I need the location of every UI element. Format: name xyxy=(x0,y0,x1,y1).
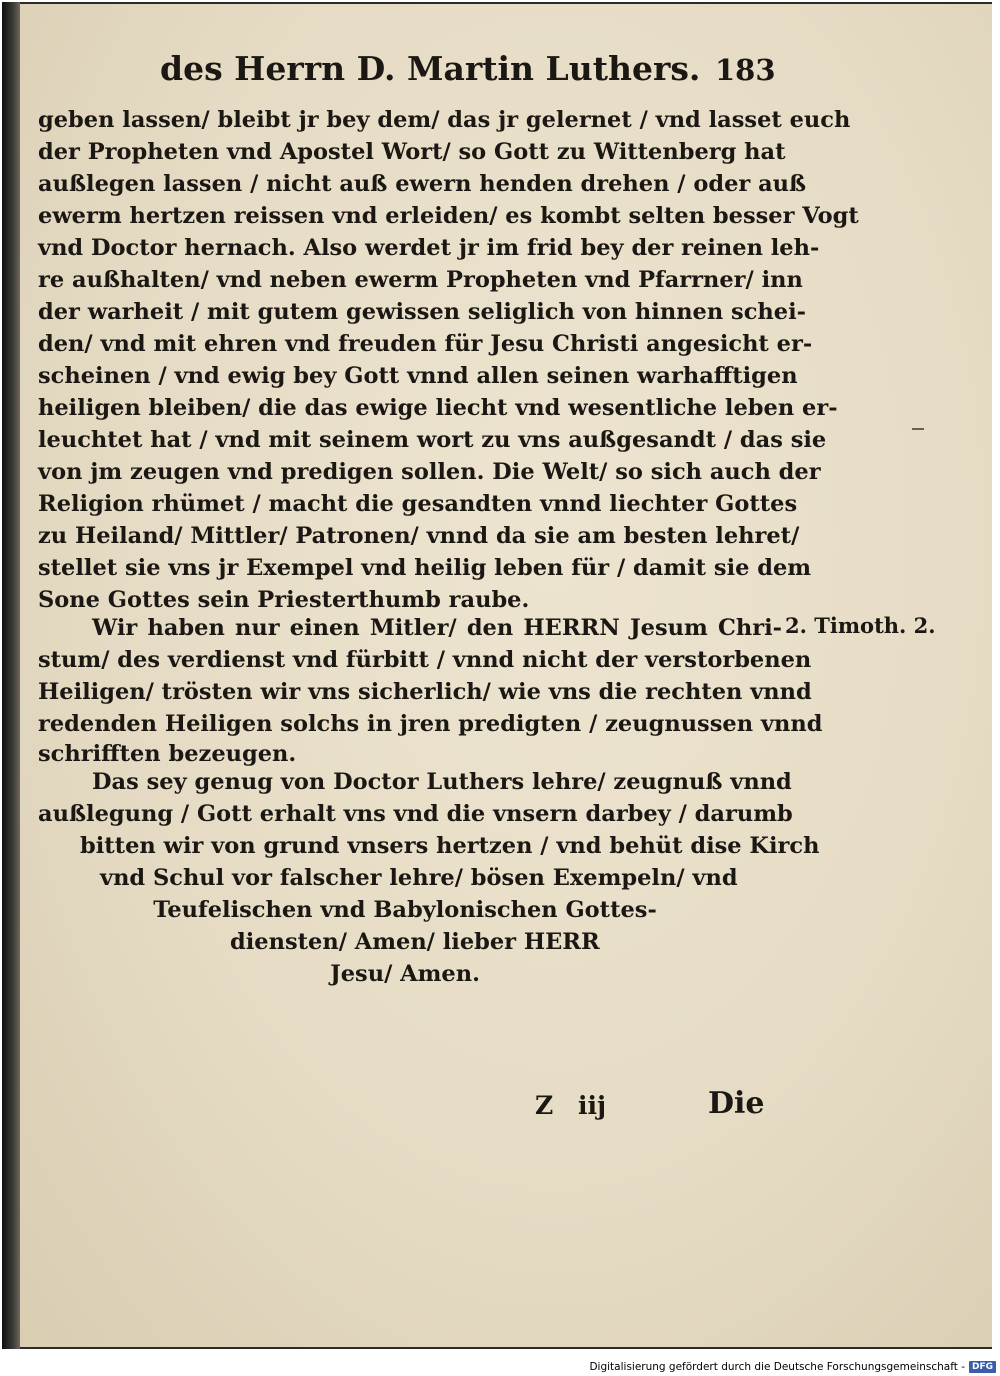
text-line: Das sey genug von Doctor Luthers lehre/ zeugnuß vnnd xyxy=(92,769,792,795)
text-line: der Propheten vnd Apostel Wort/ so Gott zu Wittenberg hat xyxy=(38,139,786,165)
catchword: Die xyxy=(708,1086,765,1121)
text-line: den/ vnd mit ehren vnd freuden für Jesu Christi angesicht er- xyxy=(38,331,813,357)
text-line: geben lassen/ bleibt jr bey dem/ das jr gelernet / vnd lasset euch xyxy=(38,107,851,133)
text-line: heiligen bleiben/ die das ewige liecht vnd wesentliche leben er- xyxy=(38,395,838,421)
text-line: redenden Heiligen solchs in jren predigten / zeugnussen vnnd xyxy=(38,711,823,737)
text-line: außlegung / Gott erhalt vns vnd die vnsern darbey / darumb xyxy=(38,801,793,827)
signature-mark: Z iij xyxy=(535,1091,606,1120)
text-line: stellet sie vns jr Exempel vnd heilig leben für / damit sie dem xyxy=(38,555,812,581)
text-line: der warheit / mit gutem gewissen seliglich von hinnen schei- xyxy=(38,299,806,325)
text-line: Heiligen/ trösten wir vns sicherlich/ wie vns die rechten vnnd xyxy=(38,679,812,705)
text-line: stum/ des verdienst vnd fürbitt / vnnd nicht der verstorbenen xyxy=(38,647,812,673)
text-line: zu Heiland/ Mittler/ Patronen/ vnnd da sie am besten lehret/ xyxy=(38,523,800,549)
text-line: bitten wir von grund vnsers hertzen / vnd behüt dise Kirch xyxy=(80,833,820,859)
text-line: von jm zeugen vnd predigen sollen. Die Welt/ so sich auch der xyxy=(38,459,821,485)
text-line: schrifften bezeugen. xyxy=(38,741,297,767)
text-line: diensten/ Amen/ lieber HERR xyxy=(230,929,600,955)
text-line: Sone Gottes sein Priesterthumb raube. xyxy=(38,587,530,613)
digitization-credit xyxy=(589,1359,996,1375)
dfg-logo-icon: DFG xyxy=(969,1361,996,1373)
text-line: Religion rhümet / macht die gesandten vnnd liechter Gottes xyxy=(38,491,798,517)
text-line: Wir haben nur einen Mitler/ den HERRN Jesum Chri- xyxy=(92,615,782,641)
text-line: vnd Doctor hernach. Also werdet jr im frid bey der reinen leh- xyxy=(38,235,820,261)
running-header: des Herrn D. Martin Luthers. xyxy=(160,49,701,88)
credit-text: Digitalisierung gefördert durch die Deutsche Forschungsgemeinschaft - xyxy=(589,1361,965,1373)
text-line: Teufelischen vnd Babylonischen Gottes- xyxy=(153,897,657,923)
text-line: außlegen lassen / nicht auß ewern henden drehen / oder auß xyxy=(38,171,807,197)
book-gutter-shadow xyxy=(2,2,20,1349)
page-number: 183 xyxy=(715,53,776,87)
text-line: leuchtet hat / vnd mit seinem wort zu vns außgesandt / das sie xyxy=(38,427,827,453)
text-line: Jesu/ Amen. xyxy=(330,961,480,987)
margin-mark xyxy=(912,428,924,430)
margin-note: 2. Timoth. 2. xyxy=(785,613,936,638)
text-line: scheinen / vnd ewig bey Gott vnnd allen seinen warhafftigen xyxy=(38,363,798,389)
text-line: vnd Schul vor falscher lehre/ bösen Exempeln/ vnd xyxy=(100,865,738,891)
text-line: re außhalten/ vnd neben ewerm Propheten vnd Pfarrner/ inn xyxy=(38,267,803,293)
text-line: ewerm hertzen reissen vnd erleiden/ es kombt selten besser Vogt xyxy=(38,203,859,229)
